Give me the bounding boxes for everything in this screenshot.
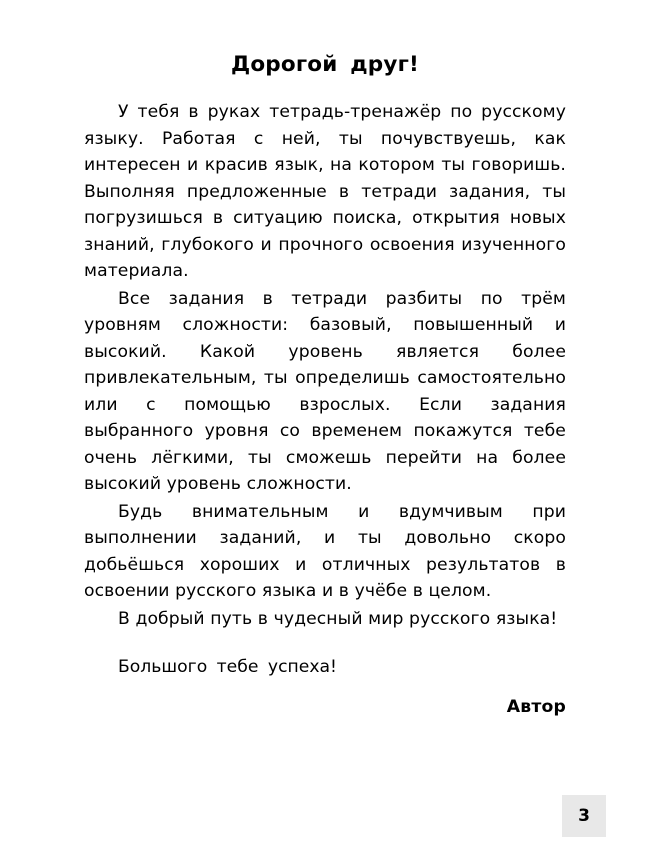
page-title: Дорогой друг! xyxy=(230,52,420,77)
page-number: 3 xyxy=(578,806,590,826)
body-paragraph: У тебя в руках тетрадь-тренажёр по русскому языку. Работая с ней, ты почувствуешь, как интересен и красив язык, на котором ты говоришь. Выполняя предложенные в тетради задания, ты погрузишься в ситуацию поиска, открытия новых знаний, глубокого и прочного освоения изученного материала. xyxy=(84,102,566,281)
signature: Автор xyxy=(506,696,566,717)
closing-line: Большого тебе успеха! xyxy=(118,657,337,677)
page-number-badge xyxy=(562,795,606,837)
page-content xyxy=(84,52,566,717)
body-paragraph: Будь внимательным и вдумчивым при выполнении заданий, и ты довольно скоро добьёшься хороших и отличных результатов в освоении русского языка и в учёбе в целом. xyxy=(84,501,566,601)
body-paragraph: Все задания в тетради разбиты по трём уровням сложности: базовый, повышенный и высокий. Какой уровень является более привлекательным, ты определишь самостоятельно или с помощью взрослых. Если задания выбранного уровня со временем покажутся тебе очень лёгкими, ты сможешь перейти на более высокий уровень сложности. xyxy=(84,288,566,494)
body-paragraph: В добрый путь в чудесный мир русского языка! xyxy=(118,608,558,629)
